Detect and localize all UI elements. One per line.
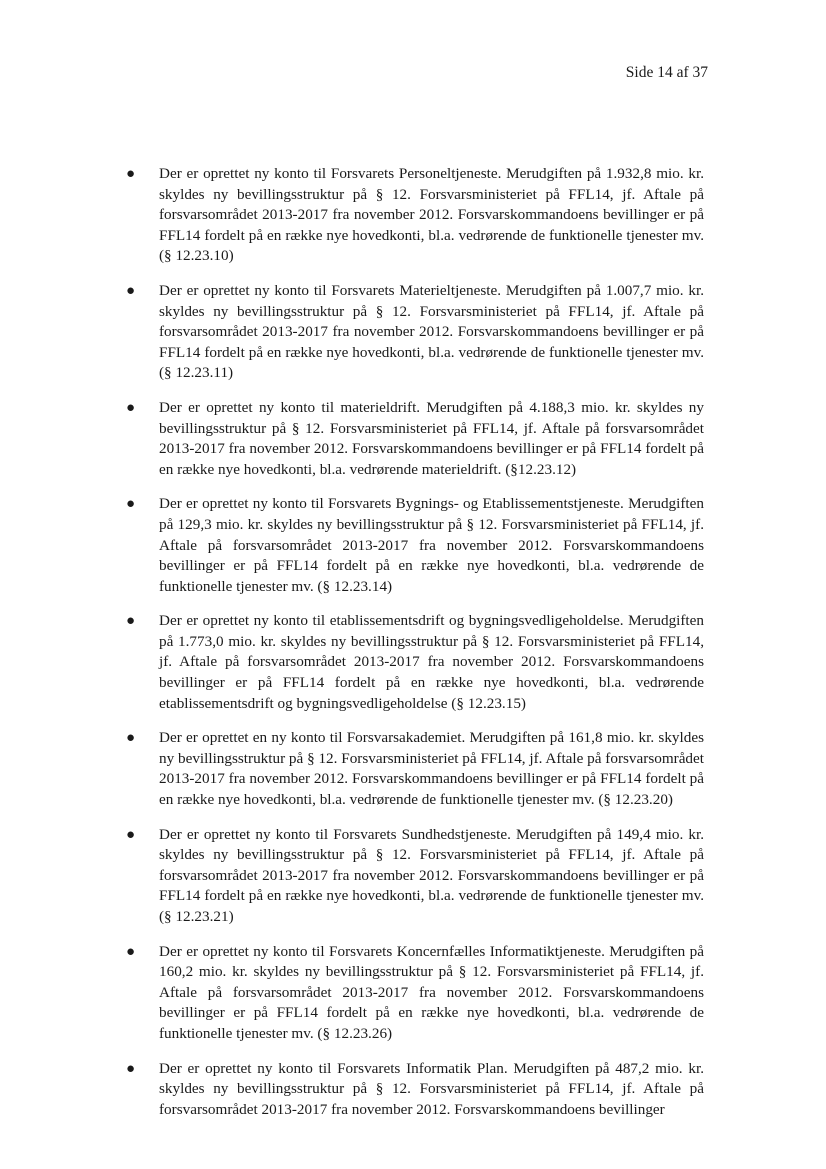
- bullet-text: Der er oprettet ny konto til etablissementsdrift og bygningsvedligeholdelse. Merudgiften på 1.773,0 mio. kr. skyldes ny bevillingsstruktur på § 12. Forsvarsministeriet på FFL14, jf. Aftale på forsvarsområdet 2013-2017 fra november 2012. Forsvarskommandoens bevillinger er på FFL14 fordelt på en række nye hovedkonti, bl.a. vedrørende etablissementsdrift og bygningsvedligeholdelse (§ 12.23.15): [159, 612, 704, 712]
- bullet-icon: ●: [126, 282, 136, 299]
- bullet-item-informatiktjeneste: [122, 942, 704, 1045]
- page-number: Side 14 af 37: [625, 64, 708, 81]
- bullet-list: [122, 164, 704, 1134]
- bullet-text: Der er oprettet ny konto til Forsvarets Sundhedstjeneste. Merudgiften på 149,4 mio. kr. skyldes ny bevillingsstruktur på § 12. Forsvarsministeriet på FFL14, jf. Aftale på forsvarsområdet 2013-2017 fra november 2012. Forsvarskommandoens bevillinger er på FFL14 fordelt på en række nye hovedkonti, bl.a. vedrørende de funktionelle tjenester mv. (§ 12.23.21): [159, 825, 704, 925]
- bullet-item-personeltjeneste: [122, 164, 704, 267]
- bullet-icon: ●: [126, 730, 136, 747]
- bullet-text: Der er oprettet ny konto til Forsvarets Bygnings- og Etablissementstjeneste. Merudgiften på 129,3 mio. kr. skyldes ny bevillingsstruktur på § 12. Forsvarsministeriet på FFL14, jf. Aftale på forsvarsområdet 2013-2017 fra november 2012. Forsvarskommandoens bevillinger er på FFL14 fordelt på en række nye hovedkonti, bl.a. vedrørende de funktionelle tjenester mv. (§ 12.23.14): [159, 495, 704, 595]
- bullet-text: Der er oprettet ny konto til materieldrift. Merudgiften på 4.188,3 mio. kr. skyldes ny bevillingsstruktur på § 12. Forsvarsministeriet på FFL14, jf. Aftale på forsvarsområdet 2013-2017 fra november 2012. Forsvarskommandoens bevillinger er på FFL14 fordelt på en række nye hovedkonti, bl.a. vedrørende materieldrift. (§12.23.12): [159, 398, 704, 478]
- bullet-item-materieltjeneste: [122, 281, 704, 384]
- bullet-icon: ●: [126, 943, 136, 960]
- bullet-item-sundhedstjeneste: [122, 825, 704, 928]
- bullet-icon: ●: [126, 613, 136, 630]
- bullet-text: Der er oprettet ny konto til Forsvarets Koncernfælles Informatiktjeneste. Merudgiften på 160,2 mio. kr. skyldes ny bevillingsstruktur på § 12. Forsvarsministeriet på FFL14, jf. Aftale på forsvarsområdet 2013-2017 fra november 2012. Forsvarskommandoens bevillinger er på FFL14 fordelt på en række nye hovedkonti, bl.a. vedrørende de funktionelle tjenester mv. (§ 12.23.26): [159, 942, 704, 1042]
- bullet-text: Der er oprettet en ny konto til Forsvarsakademiet. Merudgiften på 161,8 mio. kr. skyldes ny bevillingsstruktur på § 12. Forsvarsministeriet på FFL14, jf. Aftale på forsvarsområdet 2013-2017 fra november 2012. Forsvarskommandoens bevillinger er på FFL14 fordelt på en række nye hovedkonti, bl.a. vedrørende de funktionelle tjenester mv. (§ 12.23.20): [159, 729, 704, 809]
- bullet-item-materieldrift: [122, 398, 704, 480]
- bullet-text: Der er oprettet ny konto til Forsvarets Personeltjeneste. Merudgiften på 1.932,8 mio. kr. skyldes ny bevillingsstruktur på § 12. Forsvarsministeriet på FFL14, jf. Aftale på forsvarsområdet 2013-2017 fra november 2012. Forsvarskommandoens bevillinger er på FFL14 fordelt på en række nye hovedkonti, bl.a. vedrørende de funktionelle tjenester mv. (§ 12.23.10): [159, 165, 704, 265]
- bullet-text: Der er oprettet ny konto til Forsvarets Materieltjeneste. Merudgiften på 1.007,7 mio. kr. skyldes ny bevillingsstruktur på § 12. Forsvarsministeriet på FFL14, jf. Aftale på forsvarsområdet 2013-2017 fra november 2012. Forsvarskommandoens bevillinger er på FFL14 fordelt på en række nye hovedkonti, bl.a. vedrørende de funktionelle tjenester mv. (§ 12.23.11): [159, 281, 704, 382]
- bullet-icon: ●: [126, 496, 136, 513]
- bullet-item-forsvarsakademiet: [122, 728, 704, 810]
- bullet-text: Der er oprettet ny konto til Forsvarets Informatik Plan. Merudgiften på 487,2 mio. kr. skyldes ny bevillingsstruktur på § 12. Forsvarsministeriet på FFL14, jf. Aftale på forsvarsområdet 2013-2017 fra november 2012. Forsvarskommandoens bevillinger: [159, 1059, 704, 1118]
- bullet-item-etablissementsdrift: [122, 611, 704, 714]
- bullet-icon: ●: [126, 399, 136, 416]
- bullet-item-bygnings-etablissementstjeneste: [122, 494, 704, 597]
- bullet-item-informatik-plan: [122, 1059, 704, 1121]
- bullet-icon: ●: [126, 826, 136, 843]
- bullet-icon: ●: [126, 166, 136, 182]
- bullet-icon: ●: [126, 1060, 136, 1077]
